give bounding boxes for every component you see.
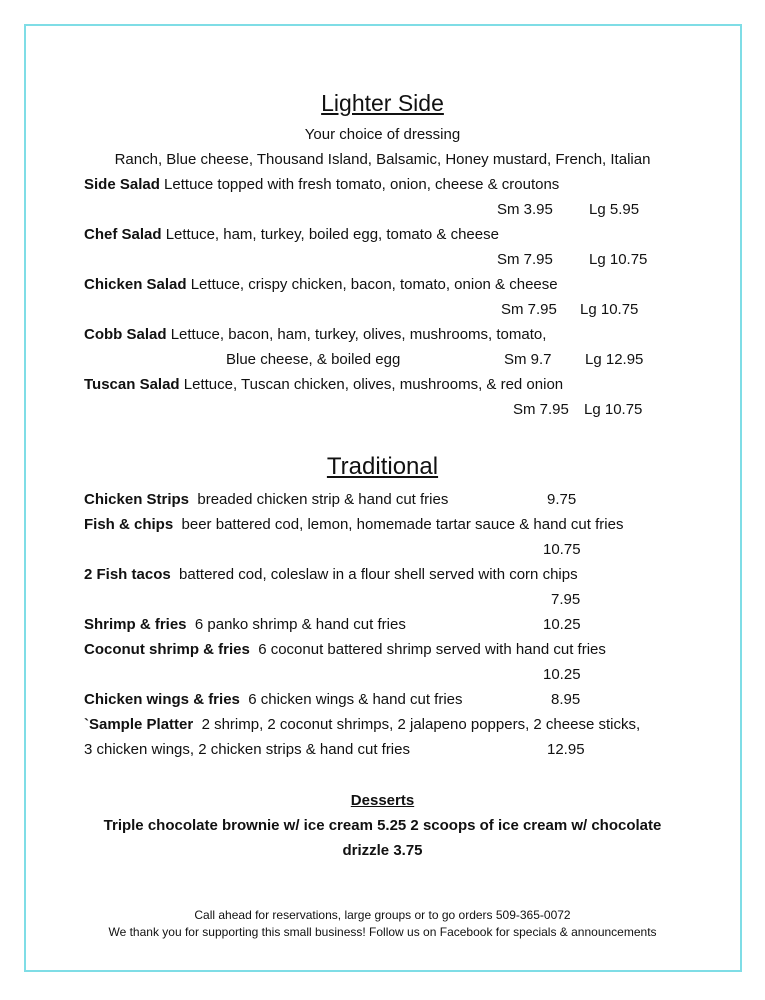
item-name: Tuscan Salad	[84, 376, 180, 393]
footer-reservations: Call ahead for reservations, large groups or to go orders 509-365-0072	[194, 908, 571, 922]
menu-item	[84, 490, 448, 510]
dressing-list: Ranch, Blue cheese, Thousand Island, Balsamic, Honey mustard, French, Italian	[114, 151, 651, 168]
lighter-side-title: Lighter Side	[321, 90, 444, 116]
menu-item	[84, 175, 559, 195]
dressing-subtitle: Your choice of dressing	[304, 126, 461, 143]
item-desc: Lettuce, Tuscan chicken, olives, mushrooms, & red onion	[183, 376, 564, 393]
item-desc: 2 shrimp, 2 coconut shrimps, 2 jalapeno poppers, 2 cheese sticks,	[201, 716, 641, 733]
item-desc: Lettuce, crispy chicken, bacon, tomato, onion & cheese	[190, 276, 558, 293]
menu-item	[84, 615, 406, 635]
item-price: 7.95	[551, 591, 581, 608]
item-name: Fish & chips	[84, 516, 174, 533]
item-desc: battered cod, coleslaw in a flour shell served with corn chips	[179, 566, 578, 583]
footer-thanks: We thank you for supporting this small business! Follow us on Facebook for specials & announcements	[108, 925, 657, 939]
desserts-line-2: drizzle 3.75	[342, 842, 423, 859]
item-price-sm: Sm 7.95	[501, 301, 557, 318]
item-name: Cobb Salad	[84, 326, 167, 343]
item-price-lg: Lg 12.95	[585, 351, 644, 368]
item-name: Chicken Salad	[84, 276, 187, 293]
item-name: `Sample Platter	[84, 716, 194, 733]
item-desc: 6 chicken wings & hand cut fries	[248, 691, 463, 708]
item-price-sm: Sm 3.95	[497, 201, 553, 218]
item-price: 10.25	[543, 666, 581, 683]
item-desc-continued: Blue cheese, & boiled egg	[226, 351, 401, 368]
menu-item	[84, 515, 623, 535]
item-price-sm: Sm 9.7	[504, 351, 552, 368]
item-price: 10.75	[543, 541, 581, 558]
item-desc: breaded chicken strip & hand cut fries	[197, 491, 449, 508]
item-price-lg: Lg 10.75	[580, 301, 639, 318]
item-price-lg: Lg 5.95	[589, 201, 640, 218]
item-price: 9.75	[547, 491, 577, 508]
item-name: 2 Fish tacos	[84, 566, 171, 583]
item-desc-continued: 3 chicken wings, 2 chicken strips & hand cut fries	[84, 741, 410, 758]
menu-item	[84, 375, 563, 395]
item-name: Coconut shrimp & fries	[84, 641, 250, 658]
item-name: Shrimp & fries	[84, 616, 187, 633]
item-desc: beer battered cod, lemon, homemade tartar sauce & hand cut fries	[181, 516, 624, 533]
item-price: 10.25	[543, 616, 581, 633]
item-desc: 6 panko shrimp & hand cut fries	[194, 616, 406, 633]
item-price-lg: Lg 10.75	[584, 401, 643, 418]
item-name: Chicken wings & fries	[84, 691, 240, 708]
desserts-title: Desserts	[350, 792, 415, 809]
item-name: Chicken Strips	[84, 491, 190, 508]
item-desc: 6 coconut battered shrimp served with hand cut fries	[258, 641, 606, 658]
menu-item	[84, 690, 463, 710]
menu-item	[84, 565, 578, 585]
item-price: 8.95	[551, 691, 581, 708]
item-name: Chef Salad	[84, 226, 162, 243]
menu-item	[84, 325, 546, 345]
menu-item	[84, 275, 558, 295]
item-desc: Lettuce topped with fresh tomato, onion, cheese & croutons	[164, 176, 560, 193]
item-price: 12.95	[547, 741, 585, 758]
item-name: Side Salad	[84, 176, 160, 193]
item-desc: Lettuce, ham, turkey, boiled egg, tomato & cheese	[165, 226, 499, 243]
menu-item	[84, 640, 606, 660]
item-price-sm: Sm 7.95	[513, 401, 569, 418]
menu-item	[84, 225, 499, 245]
menu-item	[84, 715, 640, 735]
desserts-line-1: Triple chocolate brownie w/ ice cream 5.25 2 scoops of ice cream w/ chocolate	[103, 817, 662, 834]
item-desc: Lettuce, bacon, ham, turkey, olives, mushrooms, tomato,	[170, 326, 547, 343]
item-price-lg: Lg 10.75	[589, 251, 648, 268]
traditional-title: Traditional	[326, 453, 439, 480]
item-price-sm: Sm 7.95	[497, 251, 553, 268]
